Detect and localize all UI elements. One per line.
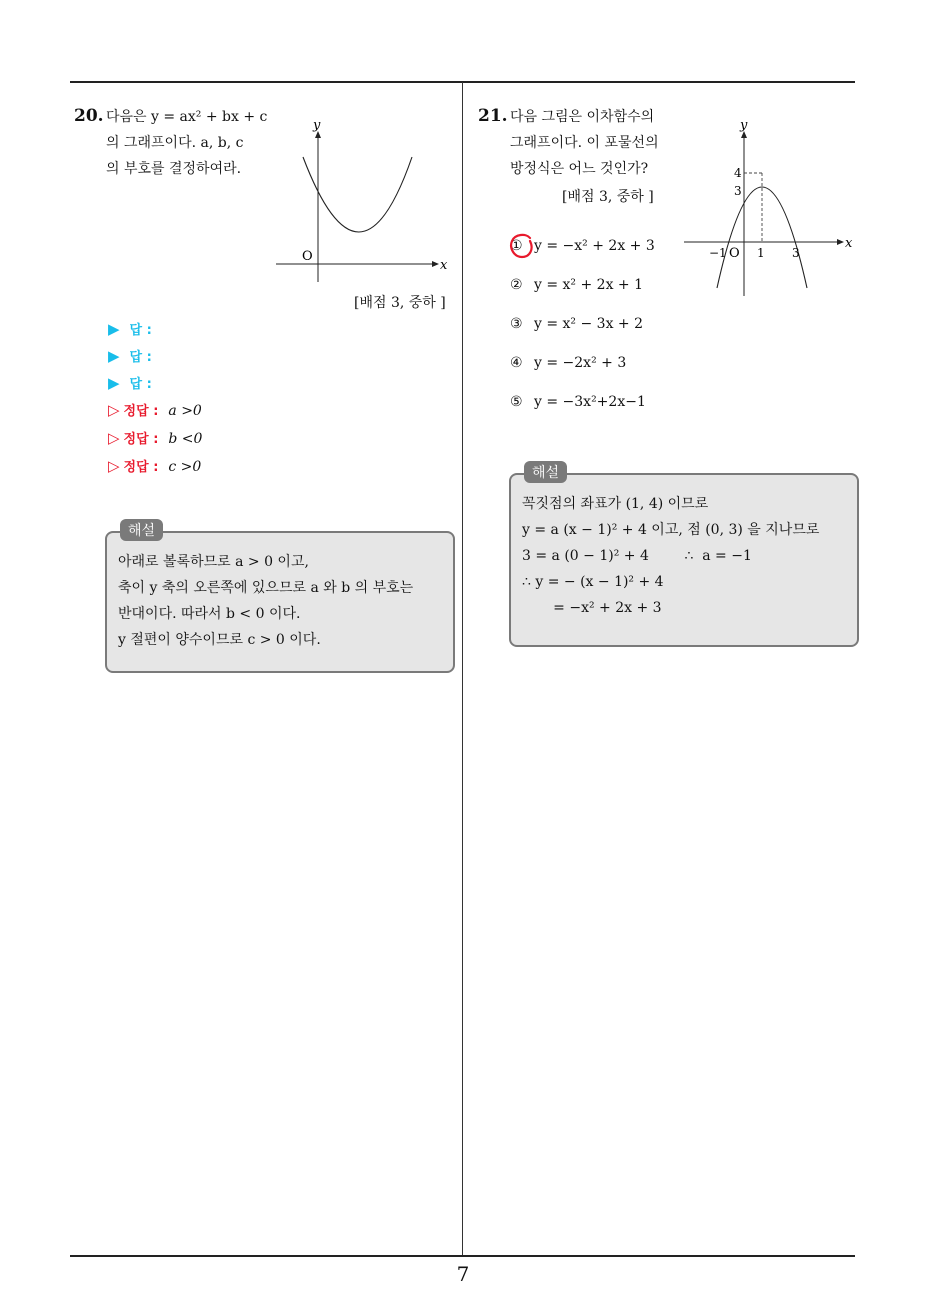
q20-parabola (303, 157, 412, 232)
q20-answer-line-2[interactable] (108, 345, 152, 367)
q20-question-text (106, 104, 267, 182)
q21-graph (680, 116, 860, 301)
q21-origin-label: O (729, 246, 740, 261)
choice-number: ① (510, 238, 523, 254)
q21-tick-1: 1 (757, 246, 765, 260)
q20-correct-line-2 (108, 427, 202, 449)
answer-label: 답 : (129, 377, 152, 392)
answer-label: 답 : (129, 323, 152, 338)
q21-text-line1: 다음 그림은 이차함수의 (510, 109, 655, 125)
q21-question-text (510, 104, 659, 182)
q21-expl-line2: y = a (x − 1)² + 4 이고, 점 (0, 3) 을 지나므로 (522, 522, 820, 538)
q21-parabola (717, 187, 807, 288)
choice-number: ④ (510, 355, 523, 371)
choice-text: y = x² − 3x + 2 (534, 316, 644, 332)
correct-label: 정답 : (123, 432, 159, 447)
q21-choice-5[interactable] (510, 389, 646, 415)
q21-x-label: x (845, 236, 853, 251)
correct-label: 정답 : (123, 460, 159, 475)
choice-text: y = x² + 2x + 1 (534, 277, 644, 293)
column-divider (462, 82, 463, 1257)
q21-expl-line1: 꼭짓점의 좌표가 (1, 4) 이므로 (522, 496, 709, 512)
q20-text-line3: 의 부호를 결정하여라. (106, 161, 242, 177)
q20-correct-line-1 (108, 399, 202, 421)
q20-y-label: y (313, 118, 321, 133)
q21-explanation-tag: 해설 (524, 461, 567, 483)
correct-value: c >0 (168, 459, 202, 475)
q21-number: 21. (478, 106, 508, 126)
choice-text: y = −x² + 2x + 3 (534, 238, 655, 254)
choice-text: y = −2x² + 3 (534, 355, 627, 371)
q21-y-label: y (740, 118, 748, 133)
q20-number: 20. (74, 106, 104, 126)
q20-correct-line-3 (108, 455, 201, 477)
correct-arrow-icon: ▷ (108, 457, 120, 475)
choice-number: ② (510, 277, 523, 293)
answer-arrow-icon: ▶ (108, 374, 120, 392)
q21-expl-line4: ∴ y = − (x − 1)² + 4 (522, 574, 664, 590)
q21-tick-neg1: −1 (709, 246, 727, 260)
choice-text: y = −3x²+2x−1 (534, 394, 646, 410)
q21-choice-2[interactable] (510, 272, 643, 298)
q20-expl-line4: y 절편이 양수이므로 c > 0 이다. (118, 632, 321, 648)
q21-choice-4[interactable] (510, 350, 626, 376)
correct-value: a >0 (168, 403, 202, 419)
page-number: 7 (456, 1262, 470, 1286)
q21-tick-x3: 3 (792, 246, 800, 260)
q20-answer-line-1[interactable] (108, 318, 152, 340)
bottom-rule (70, 1255, 855, 1257)
q20-explanation-text (118, 549, 413, 653)
choice-number: ⑤ (510, 394, 523, 410)
q20-expl-line3: 반대이다. 따라서 b < 0 이다. (118, 606, 301, 622)
q21-expl-line3: 3 = a (0 − 1)² + 4 ∴ a = −1 (522, 548, 752, 564)
answer-arrow-icon: ▶ (108, 347, 120, 365)
q21-text-line3: 방정식은 어느 것인가? (510, 161, 649, 177)
q20-answer-line-3[interactable] (108, 372, 152, 394)
q21-score: [배점 3, 중하 ] (562, 189, 654, 205)
selected-answer-circle-icon (508, 232, 536, 260)
correct-arrow-icon: ▷ (108, 401, 120, 419)
q20-x-label: x (440, 258, 448, 273)
q20-text-line2: 의 그래프이다. a, b, c (106, 135, 244, 151)
choice-number: ③ (510, 316, 523, 332)
q20-expl-line2: 축이 y 축의 오른쪽에 있으므로 a 와 b 의 부호는 (118, 580, 414, 596)
q20-text-line1: 다음은 y = ax² + bx + c (106, 109, 268, 125)
answer-label: 답 : (129, 350, 152, 365)
correct-arrow-icon: ▷ (108, 429, 120, 447)
q20-origin-label: O (302, 249, 313, 264)
q21-choice-3[interactable] (510, 311, 643, 337)
answer-arrow-icon: ▶ (108, 320, 120, 338)
q20-expl-line1: 아래로 볼록하므로 a > 0 이고, (118, 554, 309, 570)
q21-tick-3: 3 (734, 184, 742, 198)
q20-graph (270, 112, 450, 282)
correct-value: b <0 (168, 431, 203, 447)
correct-label: 정답 : (123, 404, 159, 419)
q20-score: [배점 3, 중하 ] (354, 295, 446, 311)
q21-text-line2: 그래프이다. 이 포물선의 (510, 135, 659, 151)
q21-tick-4: 4 (734, 166, 742, 180)
q20-explanation-tag: 해설 (120, 519, 163, 541)
q21-explanation-text (522, 491, 819, 621)
q21-expl-line5: = −x² + 2x + 3 (522, 600, 662, 616)
